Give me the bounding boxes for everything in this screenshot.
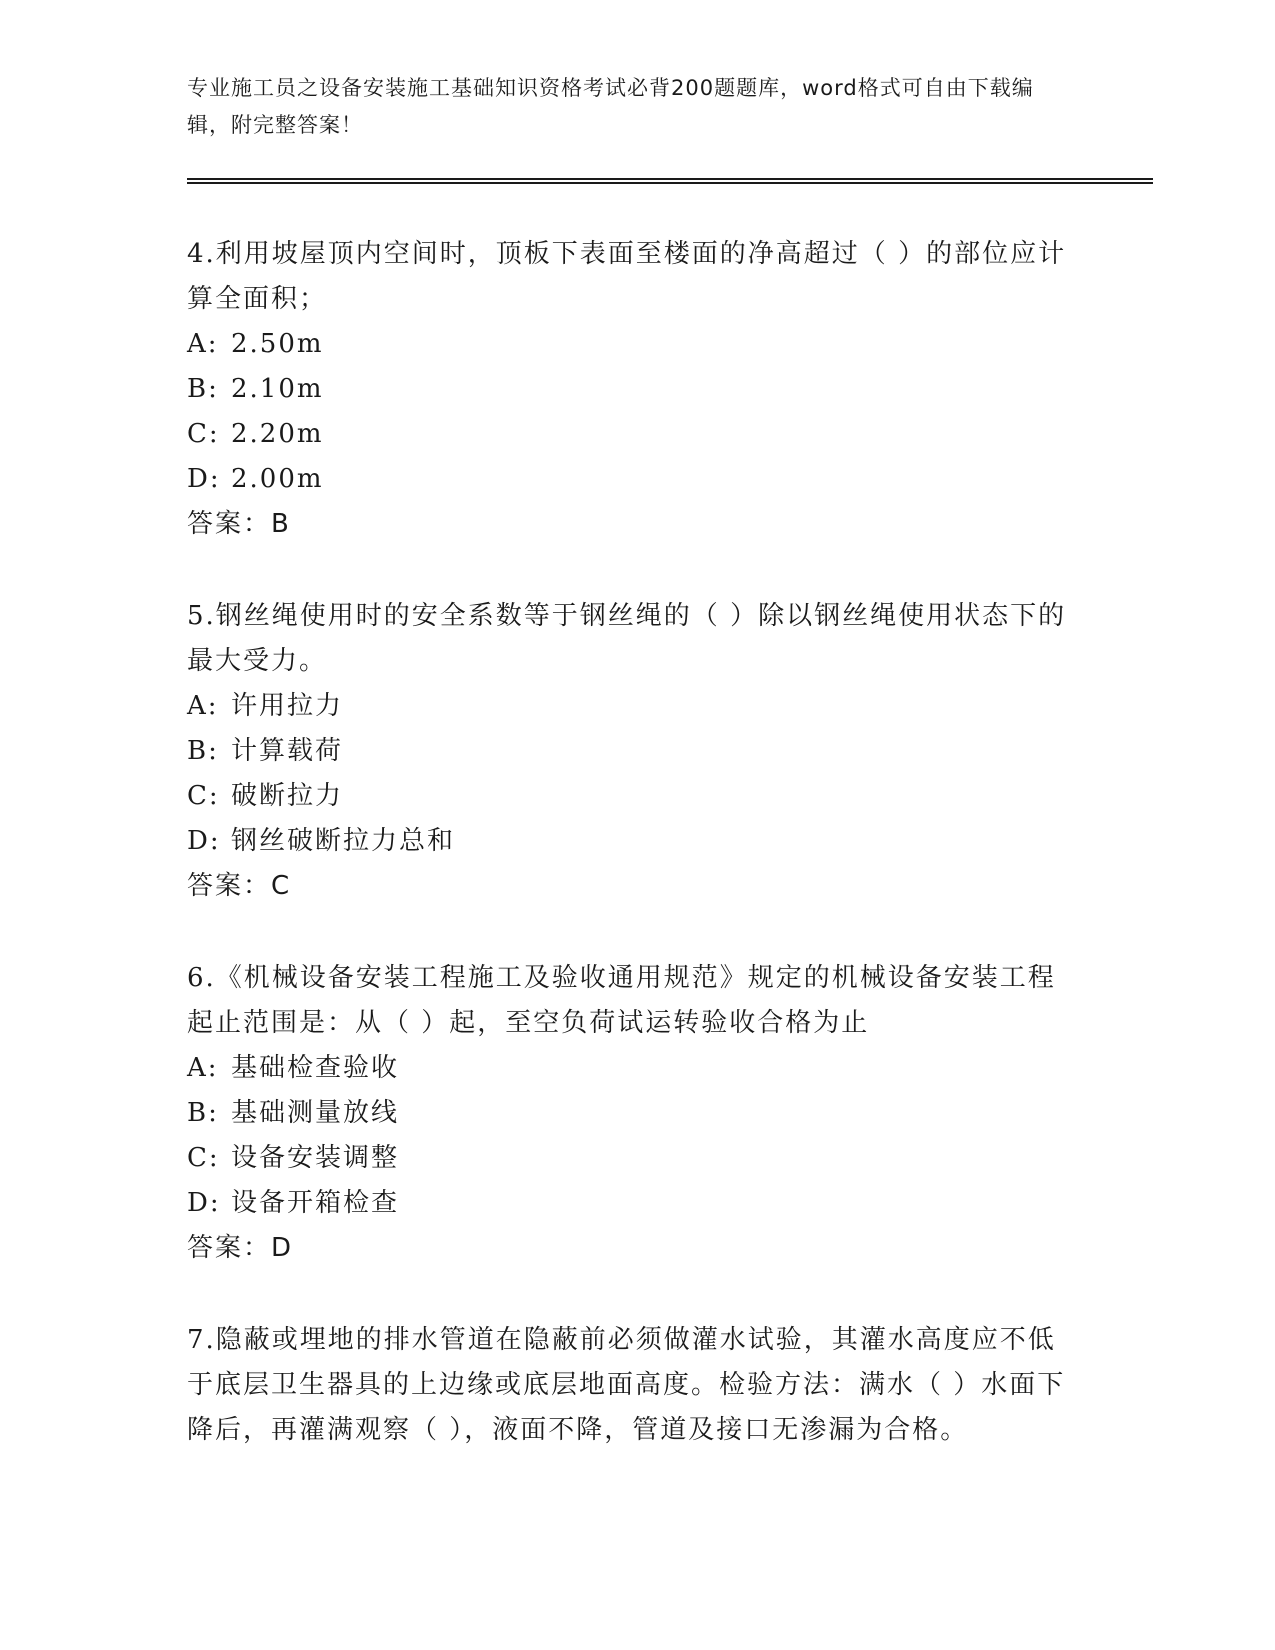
option-d	[187, 457, 1067, 502]
option-b	[187, 729, 1067, 774]
option-letter: B:	[187, 736, 219, 766]
answer-line: 答案：B	[187, 509, 291, 539]
option-text: 设备开箱检查	[231, 1188, 400, 1218]
option-c	[187, 412, 1067, 457]
header-divider-top	[187, 178, 1153, 180]
question-5	[187, 594, 1067, 909]
option-b	[187, 1091, 1067, 1136]
option-letter: B:	[187, 1098, 219, 1128]
question-4	[187, 232, 1067, 547]
option-letter: D:	[187, 826, 221, 856]
question-stem: 4.利用坡屋顶内空间时，顶板下表面至楼面的净高超过（ ）的部位应计算全面积；	[187, 239, 1067, 314]
option-text: 2.10m	[231, 374, 324, 404]
option-letter: A:	[187, 1053, 219, 1083]
option-letter: B:	[187, 374, 219, 404]
answer-line: 答案：D	[187, 1233, 294, 1263]
option-text: 许用拉力	[231, 691, 344, 721]
option-text: 破断拉力	[231, 781, 344, 811]
option-letter: C:	[187, 1143, 220, 1173]
option-d	[187, 1181, 1067, 1226]
option-d	[187, 819, 1067, 864]
option-letter: C:	[187, 419, 220, 449]
option-letter: D:	[187, 1188, 221, 1218]
header-divider-bottom	[187, 182, 1153, 184]
option-letter: A:	[187, 691, 219, 721]
option-c	[187, 1136, 1067, 1181]
option-text: 2.00m	[231, 464, 324, 494]
option-text: 2.20m	[231, 419, 324, 449]
option-text: 钢丝破断拉力总和	[231, 826, 456, 856]
option-text: 计算载荷	[231, 736, 344, 766]
question-7	[187, 1318, 1067, 1453]
option-b	[187, 367, 1067, 412]
option-letter: A:	[187, 329, 219, 359]
option-a	[187, 322, 1067, 367]
question-6	[187, 956, 1067, 1271]
option-letter: C:	[187, 781, 220, 811]
question-stem: 5.钢丝绳使用时的安全系数等于钢丝绳的（ ）除以钢丝绳使用状态下的最大受力。	[187, 601, 1067, 676]
option-text: 2.50m	[231, 329, 324, 359]
answer-line: 答案：C	[187, 871, 292, 901]
option-letter: D:	[187, 464, 221, 494]
option-c	[187, 774, 1067, 819]
question-stem: 7.隐蔽或埋地的排水管道在隐蔽前必须做灌水试验，其灌水高度应不低于底层卫生器具的上边缘或底层地面高度。检验方法：满水（ ）水面下降后，再灌满观察（ ），液面不降，管道及接口无渗漏为合格。	[187, 1325, 1066, 1445]
option-a	[187, 1046, 1067, 1091]
question-stem: 6.《机械设备安装工程施工及验收通用规范》规定的机械设备安装工程起止范围是：从（ ）起，至空负荷试运转验收合格为止	[187, 963, 1056, 1038]
option-text: 基础测量放线	[231, 1098, 400, 1128]
option-a	[187, 684, 1067, 729]
option-text: 基础检查验收	[231, 1053, 400, 1083]
option-text: 设备安装调整	[231, 1143, 400, 1173]
document-header: 专业施工员之设备安装施工基础知识资格考试必背200题题库，word格式可自由下载编辑，附完整答案！	[187, 76, 1034, 137]
